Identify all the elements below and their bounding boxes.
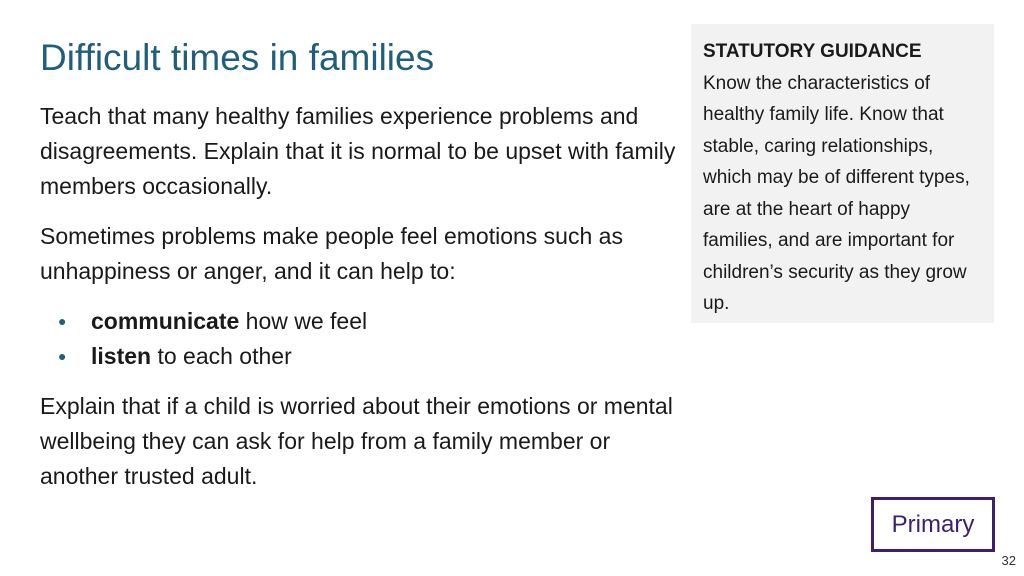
guidance-text: Know the characteristics of healthy family life. Know that stable, caring relationships, which may be of different types, are at the heart of happy families, and are important for children’s security as they grow up. — [703, 72, 970, 314]
bullet-keyword: listen — [91, 343, 152, 369]
bullet-keyword: communicate — [91, 308, 240, 334]
bullet-text: to each other — [151, 343, 292, 369]
emotions-paragraph: Sometimes problems make people feel emotions such as unhappiness or anger, and it can help to: — [40, 223, 623, 284]
primary-badge — [871, 497, 995, 552]
help-paragraph: Explain that if a child is worried about their emotions or mental wellbeing they can ask for help from a family member or another trusted adult. — [40, 393, 673, 489]
bullet-text: how we feel — [239, 308, 368, 334]
page-title: Difficult times in families — [40, 37, 435, 78]
primary-badge-label: Primary — [891, 510, 975, 538]
help-list — [40, 304, 680, 374]
statutory-guidance-box — [691, 24, 994, 323]
list-item — [40, 339, 680, 374]
guidance-heading: STATUTORY GUIDANCE — [703, 41, 922, 62]
bullet-icon: ● — [58, 348, 67, 364]
intro-paragraph: Teach that many healthy families experience problems and disagreements. Explain that it is normal to be upset with family members occasionally. — [40, 103, 676, 199]
list-item — [40, 304, 680, 339]
page-number: 32 — [1001, 553, 1016, 568]
main-content — [40, 99, 680, 509]
bullet-icon: ● — [58, 313, 67, 329]
